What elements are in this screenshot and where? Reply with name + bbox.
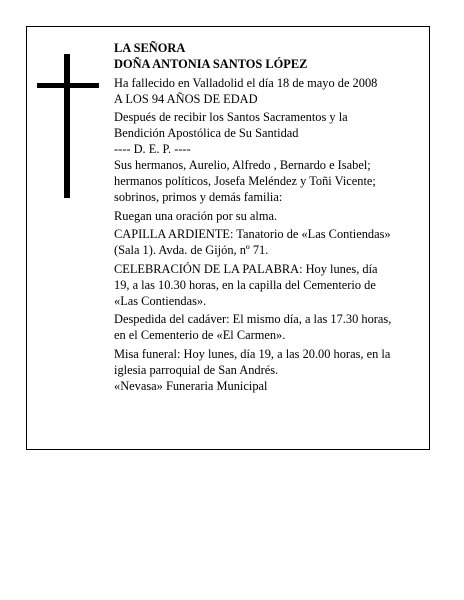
sacraments-line: Bendición Apostólica de Su Santidad	[114, 126, 299, 140]
death-age: A LOS 94 AÑOS DE EDAD	[114, 91, 258, 106]
celebration-line: CELEBRACIÓN DE LA PALABRA: Hoy lunes, día	[114, 261, 378, 276]
cross-vertical-bar	[64, 54, 70, 198]
cross-icon	[37, 54, 99, 198]
obituary-notice	[26, 26, 430, 450]
farewell-line: Despedida del cadáver: El mismo día, a las 17.30 horas,	[114, 312, 392, 326]
celebration-line: «Las Contiendas».	[114, 293, 207, 308]
death-place-date: Ha fallecido en Valladolid el día 18 de mayo de 2008	[114, 75, 378, 90]
celebration-line: 19, a las 10.30 horas, en la capilla del Cementerio de	[114, 277, 376, 292]
funeral-mass-line: Misa funeral: Hoy lunes, día 19, a las 20.00 horas, en la	[114, 346, 391, 361]
deceased-name: DOÑA ANTONIA SANTOS LÓPEZ	[114, 57, 308, 71]
farewell-line: en el Cementerio de «El Carmen».	[114, 328, 286, 342]
chapel-line: CAPILLA ARDIENTE: Tanatorio de «Las Contiendas»	[114, 227, 391, 241]
notice-text	[114, 40, 424, 394]
chapel-line: (Sala 1). Avda. de Gijón, nº 71.	[114, 243, 269, 257]
funeral-home: «Nevasa» Funeraria Municipal	[114, 378, 268, 393]
rip-line: ---- D. E. P. ----	[114, 142, 191, 156]
family-line: Sus hermanos, Aurelio, Alfredo , Bernardo e Isabel;	[114, 158, 371, 172]
cross-horizontal-bar	[37, 83, 99, 88]
heading-title: LA SEÑORA	[114, 41, 186, 55]
funeral-mass-line: iglesia parroquial de San Andrés.	[114, 362, 279, 377]
family-line: hermanos políticos, Josefa Meléndez y Toñi Vicente;	[114, 174, 376, 188]
family-line: sobrinos, primos y demás familia:	[114, 190, 283, 204]
sacraments-line: Después de recibir los Santos Sacramentos y la	[114, 110, 348, 124]
prayer-request: Ruegan una oración por su alma.	[114, 208, 278, 223]
